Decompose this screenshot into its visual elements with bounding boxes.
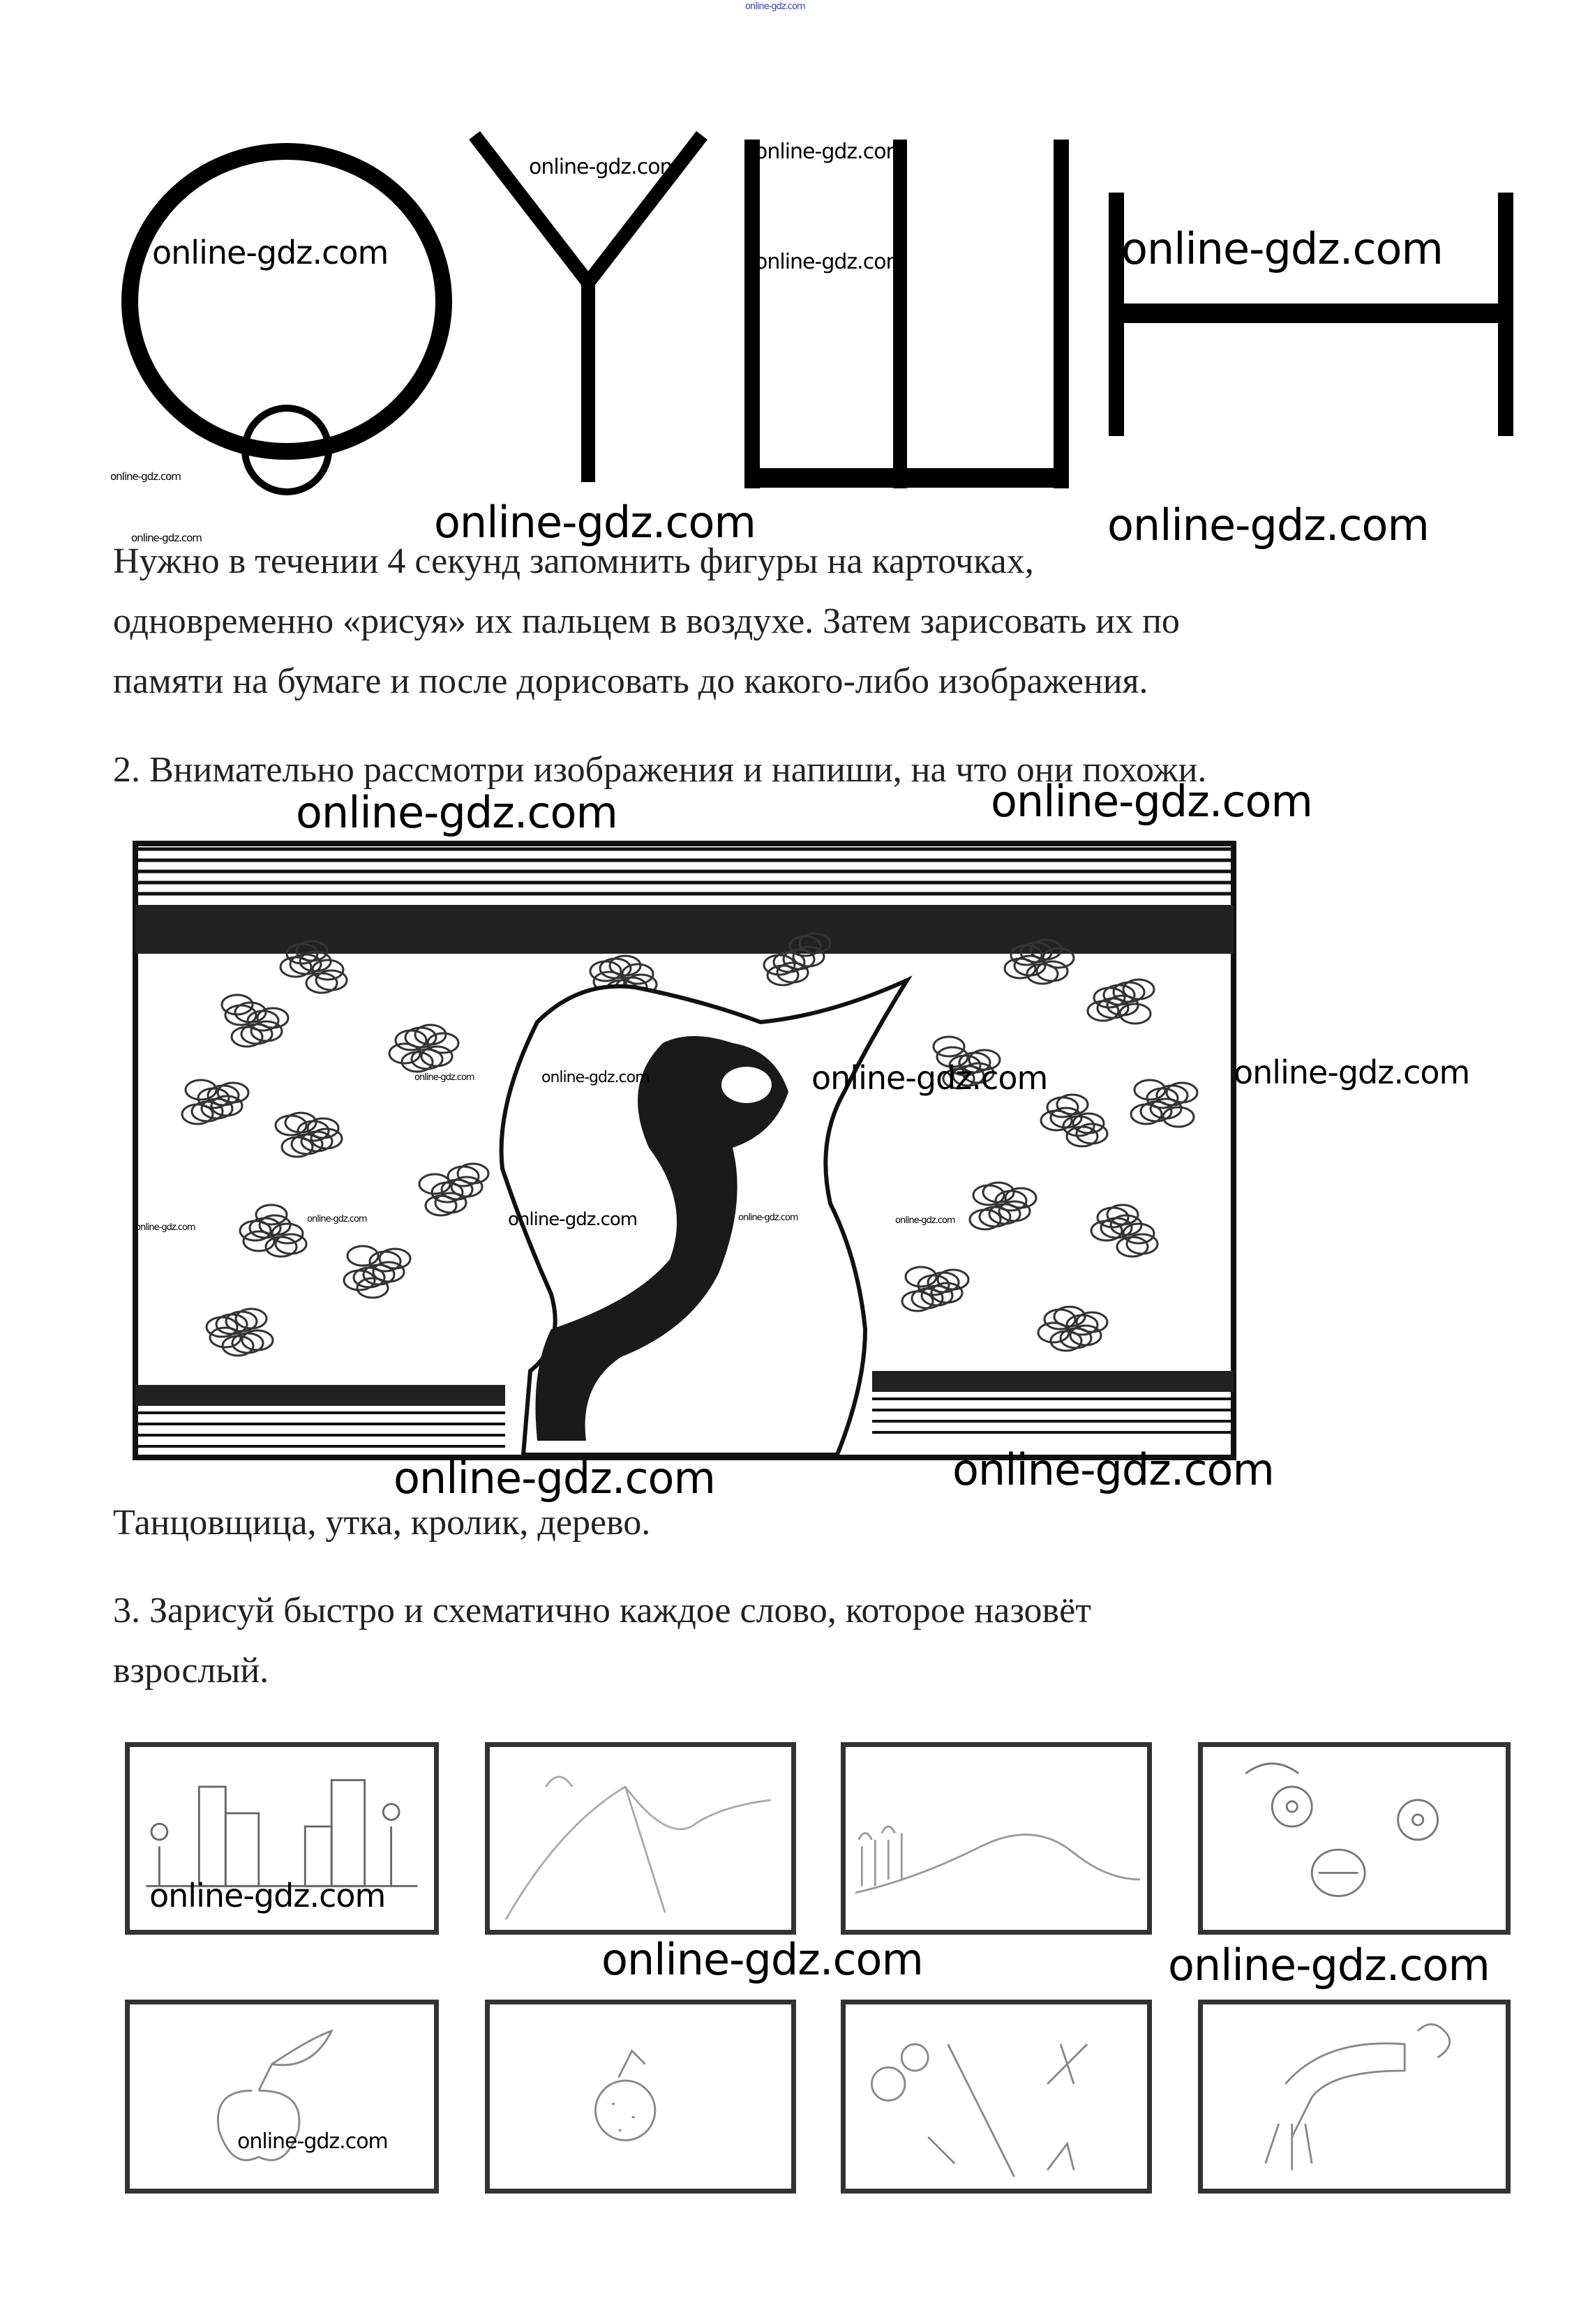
sketch-apple xyxy=(125,2000,439,2194)
text-line: взрослый. xyxy=(113,1651,269,1690)
sketch-garden xyxy=(841,2000,1152,2194)
watermark: online-gdz.com xyxy=(1234,1054,1470,1091)
text-line: Нужно в течении 4 секунд запомнить фигуры на карточках, xyxy=(113,541,1034,581)
watermark: online-gdz.com xyxy=(110,470,181,483)
watermark: online-gdz.com xyxy=(895,1215,955,1226)
watermark: online-gdz.com xyxy=(738,1213,798,1223)
sketch-berry xyxy=(485,2000,796,2194)
watermark: online-gdz.com xyxy=(1168,1940,1490,1991)
bottom-band-right xyxy=(872,1371,1234,1392)
sketch-mountains xyxy=(485,1742,796,1935)
ambiguous-picture xyxy=(133,841,1236,1460)
task1-text xyxy=(113,532,1180,712)
text-line: одновременно «рисуя» их пальцем в воздухе. Затем зарисовать их по xyxy=(113,601,1180,641)
watermark: online-gdz.com xyxy=(152,234,389,271)
watermark: online-gdz.com xyxy=(991,776,1312,827)
figure-sha xyxy=(745,140,1069,488)
figure-y xyxy=(474,135,702,482)
watermark: online-gdz.com xyxy=(811,1059,1048,1097)
task2-answer: Танцовщица, утка, кролик, дерево. xyxy=(113,1503,651,1543)
task3-text xyxy=(113,1581,1091,1701)
dark-band xyxy=(135,905,1234,954)
top-watermark: online-gdz.com xyxy=(745,1,805,12)
text-line: 3. Зарисуй быстро и схематично каждое слово, которое назовёт xyxy=(113,1591,1091,1630)
watermark: online-gdz.com xyxy=(149,1877,386,1914)
sketch-hill-trees xyxy=(841,1742,1152,1935)
watermark: online-gdz.com xyxy=(237,2129,388,2154)
watermark: online-gdz.com xyxy=(952,1444,1274,1495)
watermark: online-gdz.com xyxy=(307,1214,367,1224)
watermark: online-gdz.com xyxy=(1107,500,1429,550)
text-line: памяти на бумаге и после дорисовать до какого-либо изображения. xyxy=(113,661,1148,701)
watermark: online-gdz.com xyxy=(131,532,202,544)
watermark: online-gdz.com xyxy=(1121,223,1443,274)
watermark: online-gdz.com xyxy=(414,1072,474,1083)
watermark: online-gdz.com xyxy=(135,1222,195,1233)
watermark: online-gdz.com xyxy=(755,140,906,164)
watermark: online-gdz.com xyxy=(434,497,756,548)
sketch-face xyxy=(1198,1742,1511,1935)
watermark: online-gdz.com xyxy=(755,250,906,274)
watermark: online-gdz.com xyxy=(601,1934,923,1985)
sketch-tap xyxy=(1198,2000,1511,2194)
watermark: online-gdz.com xyxy=(508,1209,638,1230)
figure-circle xyxy=(130,151,444,492)
bottom-band-left xyxy=(135,1385,505,1406)
watermark: online-gdz.com xyxy=(529,155,680,179)
watermark: online-gdz.com xyxy=(394,1453,715,1504)
task2-question: 2. Внимательно рассмотри изображения и напиши, на что они похожи. xyxy=(113,750,1207,790)
watermark: online-gdz.com xyxy=(541,1069,650,1086)
watermark: online-gdz.com xyxy=(296,787,617,838)
